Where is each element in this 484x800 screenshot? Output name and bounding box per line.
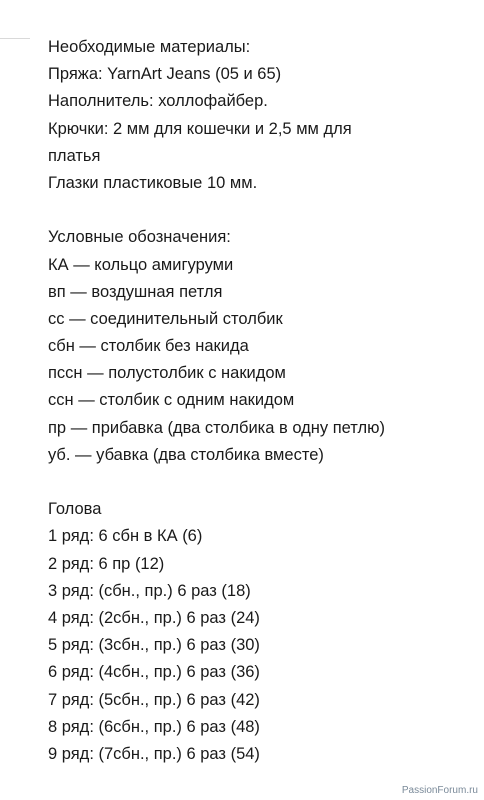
section-spacer: [48, 197, 468, 224]
head-row: 1 ряд: 6 сбн в КА (6): [48, 527, 203, 546]
materials-line: платья: [48, 146, 101, 165]
document-body: [48, 34, 468, 768]
head-row: 2 ряд: 6 пр (12): [48, 554, 165, 573]
head-heading: Голова: [48, 500, 102, 519]
section-spacer: [48, 469, 468, 496]
legend-heading: Условные обозначения:: [48, 228, 231, 247]
legend-item: пр — прибавка (два столбика в одну петлю): [48, 418, 385, 437]
legend-item: сбн — столбик без накида: [48, 337, 249, 356]
watermark: PassionForum.ru: [401, 785, 478, 796]
legend-item: пссн — полустолбик с накидом: [48, 364, 286, 383]
head-row: 6 ряд: (4сбн., пр.) 6 раз (36): [48, 663, 260, 682]
head-section: [48, 496, 468, 768]
head-row: 9 ряд: (7сбн., пр.) 6 раз (54): [48, 744, 260, 763]
legend-item: ссн — столбик с одним накидом: [48, 391, 295, 410]
legend-item: КА — кольцо амигуруми: [48, 255, 234, 274]
head-row: 8 ряд: (6сбн., пр.) 6 раз (48): [48, 717, 260, 736]
materials-heading: Необходимые материалы:: [48, 38, 251, 56]
head-row: 5 ряд: (3сбн., пр.) 6 раз (30): [48, 636, 260, 655]
materials-line: Крючки: 2 мм для кошечки и 2,5 мм для: [48, 119, 352, 138]
legend-item: уб. — убавка (два столбика вместе): [48, 445, 324, 464]
head-row: 7 ряд: (5сбн., пр.) 6 раз (42): [48, 690, 260, 709]
head-row: 4 ряд: (2сбн., пр.) 6 раз (24): [48, 608, 260, 627]
materials-line: Пряжа: YarnArt Jeans (05 и 65): [48, 65, 282, 84]
head-row: 3 ряд: (сбн., пр.) 6 раз (18): [48, 581, 251, 600]
materials-line: Наполнитель: холлофайбер.: [48, 92, 268, 111]
materials-line: Глазки пластиковые 10 мм.: [48, 173, 258, 192]
legend-item: вп — воздушная петля: [48, 282, 223, 301]
legend-item: сс — соединительный столбик: [48, 309, 283, 328]
materials-section: [48, 34, 468, 197]
legend-section: [48, 224, 468, 469]
top-divider: [0, 38, 30, 39]
